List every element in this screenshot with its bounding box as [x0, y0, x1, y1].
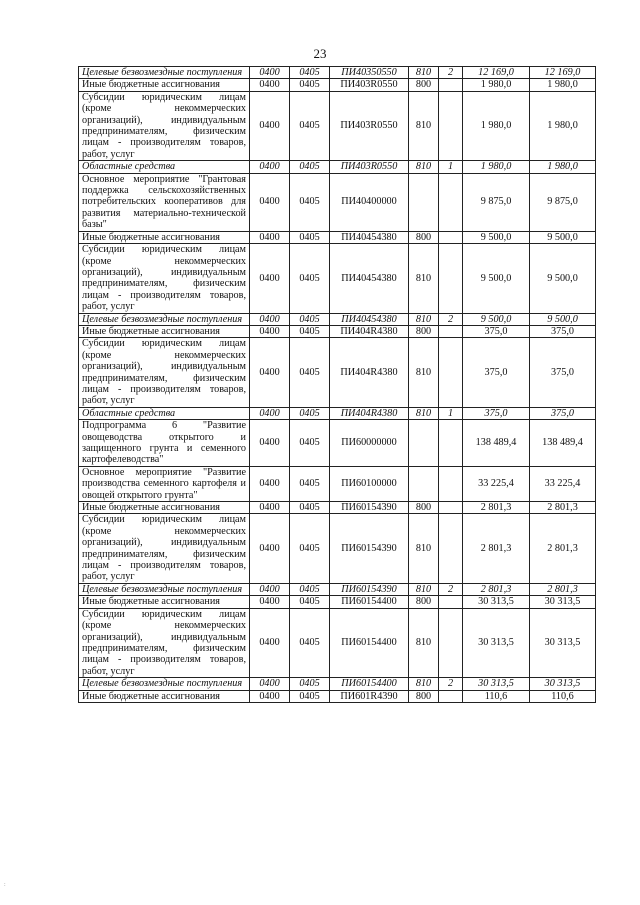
amount-year-1-cell: 375,0	[463, 325, 530, 337]
amount-year-1-cell: 1 980,0	[463, 161, 530, 173]
section-code-cell: 0400	[250, 67, 290, 79]
subsection-code-cell: 0405	[290, 173, 330, 231]
table-row	[79, 244, 596, 313]
item-name-cell: Иные бюджетные ассигнования	[79, 596, 250, 608]
funding-source-cell	[439, 608, 463, 677]
item-name-cell: Основное мероприятие "Развитие производства семенного картофеля и овощей открытого грунта"	[79, 466, 250, 501]
amount-year-1-cell: 33 225,4	[463, 466, 530, 501]
funding-source-cell	[439, 173, 463, 231]
amount-year-2-cell: 30 313,5	[530, 608, 596, 677]
item-name-cell: Субсидии юридическим лицам (кроме некоммерческих организаций), индивидуальным предпринимателям, физическим лицам - производителям товаров, работ, услуг	[79, 608, 250, 677]
amount-year-2-cell: 9 500,0	[530, 244, 596, 313]
subsection-code-cell: 0405	[290, 231, 330, 243]
amount-year-1-cell: 9 500,0	[463, 231, 530, 243]
target-article-cell: ПИ601R4390	[330, 690, 409, 702]
amount-year-1-cell: 2 801,3	[463, 583, 530, 595]
section-code-cell: 0400	[250, 338, 290, 407]
subsection-code-cell: 0405	[290, 407, 330, 419]
amount-year-1-cell: 12 169,0	[463, 67, 530, 79]
amount-year-2-cell: 30 313,5	[530, 678, 596, 690]
target-article-cell: ПИ403R0550	[330, 79, 409, 91]
amount-year-1-cell: 9 500,0	[463, 244, 530, 313]
target-article-cell: ПИ404R4380	[330, 407, 409, 419]
amount-year-1-cell: 9 500,0	[463, 313, 530, 325]
amount-year-1-cell: 9 875,0	[463, 173, 530, 231]
expense-type-cell	[409, 466, 439, 501]
amount-year-1-cell: 30 313,5	[463, 608, 530, 677]
amount-year-2-cell: 375,0	[530, 338, 596, 407]
funding-source-cell: 2	[439, 678, 463, 690]
page-number: 23	[313, 46, 327, 61]
expense-type-cell: 810	[409, 161, 439, 173]
item-name-cell: Субсидии юридическим лицам (кроме некоммерческих организаций), индивидуальным предпринимателям, физическим лицам - производителям товаров, работ, услуг	[79, 338, 250, 407]
target-article-cell: ПИ403R0550	[330, 161, 409, 173]
expense-type-cell: 810	[409, 514, 439, 583]
target-article-cell: ПИ404R4380	[330, 325, 409, 337]
section-code-cell: 0400	[250, 466, 290, 501]
subsection-code-cell: 0405	[290, 244, 330, 313]
amount-year-2-cell: 33 225,4	[530, 466, 596, 501]
amount-year-1-cell: 2 801,3	[463, 502, 530, 514]
section-code-cell: 0400	[250, 608, 290, 677]
amount-year-2-cell: 1 980,0	[530, 161, 596, 173]
section-code-cell: 0400	[250, 79, 290, 91]
funding-source-cell: 2	[439, 313, 463, 325]
amount-year-1-cell: 1 980,0	[463, 91, 530, 160]
item-name-cell: Иные бюджетные ассигнования	[79, 325, 250, 337]
amount-year-1-cell: 30 313,5	[463, 596, 530, 608]
amount-year-2-cell: 2 801,3	[530, 514, 596, 583]
expense-type-cell: 810	[409, 407, 439, 419]
expense-type-cell: 800	[409, 690, 439, 702]
item-name-cell: Целевые безвозмездные поступления	[79, 67, 250, 79]
amount-year-2-cell: 2 801,3	[530, 583, 596, 595]
subsection-code-cell: 0405	[290, 596, 330, 608]
funding-source-cell	[439, 325, 463, 337]
item-name-cell: Иные бюджетные ассигнования	[79, 79, 250, 91]
expense-type-cell: 810	[409, 244, 439, 313]
section-code-cell: 0400	[250, 161, 290, 173]
table-row	[79, 502, 596, 514]
subsection-code-cell: 0405	[290, 161, 330, 173]
amount-year-1-cell: 2 801,3	[463, 514, 530, 583]
amount-year-2-cell: 375,0	[530, 407, 596, 419]
section-code-cell: 0400	[250, 420, 290, 467]
expense-type-cell: 800	[409, 79, 439, 91]
table-row	[79, 325, 596, 337]
funding-source-cell	[439, 244, 463, 313]
amount-year-2-cell: 1 980,0	[530, 91, 596, 160]
section-code-cell: 0400	[250, 690, 290, 702]
target-article-cell: ПИ40400000	[330, 173, 409, 231]
section-code-cell: 0400	[250, 678, 290, 690]
expense-type-cell: 810	[409, 313, 439, 325]
item-name-cell: Областные средства	[79, 407, 250, 419]
amount-year-1-cell: 138 489,4	[463, 420, 530, 467]
amount-year-2-cell: 1 980,0	[530, 79, 596, 91]
table-row	[79, 608, 596, 677]
section-code-cell: 0400	[250, 596, 290, 608]
table-row	[79, 514, 596, 583]
section-code-cell: 0400	[250, 173, 290, 231]
table-row	[79, 690, 596, 702]
table-row	[79, 91, 596, 160]
target-article-cell: ПИ60154400	[330, 608, 409, 677]
target-article-cell: ПИ40454380	[330, 244, 409, 313]
amount-year-2-cell: 9 500,0	[530, 313, 596, 325]
scan-mark: :	[4, 882, 6, 888]
funding-source-cell	[439, 514, 463, 583]
funding-source-cell: 1	[439, 161, 463, 173]
funding-source-cell	[439, 231, 463, 243]
funding-source-cell	[439, 502, 463, 514]
item-name-cell: Субсидии юридическим лицам (кроме некоммерческих организаций), индивидуальным предпринимателям, физическим лицам - производителям товаров, работ, услуг	[79, 91, 250, 160]
table-row	[79, 583, 596, 595]
funding-source-cell: 2	[439, 67, 463, 79]
item-name-cell: Подпрограмма 6 "Развитие овощеводства открытого и защищенного грунта и семенного картофелеводства"	[79, 420, 250, 467]
amount-year-1-cell: 375,0	[463, 407, 530, 419]
table-row	[79, 596, 596, 608]
target-article-cell: ПИ60154400	[330, 596, 409, 608]
budget-table	[78, 66, 596, 703]
table-row	[79, 173, 596, 231]
section-code-cell: 0400	[250, 583, 290, 595]
subsection-code-cell: 0405	[290, 608, 330, 677]
subsection-code-cell: 0405	[290, 690, 330, 702]
target-article-cell: ПИ40350550	[330, 67, 409, 79]
funding-source-cell	[439, 596, 463, 608]
expense-type-cell: 800	[409, 231, 439, 243]
expense-type-cell: 810	[409, 338, 439, 407]
expense-type-cell: 800	[409, 502, 439, 514]
subsection-code-cell: 0405	[290, 79, 330, 91]
amount-year-2-cell: 110,6	[530, 690, 596, 702]
table-row	[79, 678, 596, 690]
item-name-cell: Иные бюджетные ассигнования	[79, 502, 250, 514]
subsection-code-cell: 0405	[290, 583, 330, 595]
section-code-cell: 0400	[250, 313, 290, 325]
item-name-cell: Основное мероприятие "Грантовая поддержка сельскохозяйственных потребительских кооперативов для развития материально-технической базы"	[79, 173, 250, 231]
section-code-cell: 0400	[250, 231, 290, 243]
item-name-cell: Субсидии юридическим лицам (кроме некоммерческих организаций), индивидуальным предпринимателям, физическим лицам - производителям товаров, работ, услуг	[79, 244, 250, 313]
target-article-cell: ПИ60000000	[330, 420, 409, 467]
expense-type-cell: 810	[409, 608, 439, 677]
subsection-code-cell: 0405	[290, 420, 330, 467]
funding-source-cell: 1	[439, 407, 463, 419]
table-row	[79, 79, 596, 91]
table-row	[79, 466, 596, 501]
table-row	[79, 313, 596, 325]
subsection-code-cell: 0405	[290, 338, 330, 407]
expense-type-cell: 810	[409, 678, 439, 690]
subsection-code-cell: 0405	[290, 466, 330, 501]
section-code-cell: 0400	[250, 91, 290, 160]
section-code-cell: 0400	[250, 407, 290, 419]
amount-year-2-cell: 9 500,0	[530, 231, 596, 243]
amount-year-1-cell: 110,6	[463, 690, 530, 702]
subsection-code-cell: 0405	[290, 313, 330, 325]
funding-source-cell	[439, 690, 463, 702]
subsection-code-cell: 0405	[290, 325, 330, 337]
amount-year-2-cell: 9 875,0	[530, 173, 596, 231]
item-name-cell: Иные бюджетные ассигнования	[79, 690, 250, 702]
item-name-cell: Областные средства	[79, 161, 250, 173]
amount-year-2-cell: 30 313,5	[530, 596, 596, 608]
amount-year-2-cell: 2 801,3	[530, 502, 596, 514]
amount-year-2-cell: 12 169,0	[530, 67, 596, 79]
item-name-cell: Субсидии юридическим лицам (кроме некоммерческих организаций), индивидуальным предпринимателям, физическим лицам - производителям товаров, работ, услуг	[79, 514, 250, 583]
table-row	[79, 161, 596, 173]
amount-year-1-cell: 375,0	[463, 338, 530, 407]
funding-source-cell	[439, 466, 463, 501]
expense-type-cell: 810	[409, 583, 439, 595]
expense-type-cell: 800	[409, 325, 439, 337]
funding-source-cell	[439, 91, 463, 160]
subsection-code-cell: 0405	[290, 678, 330, 690]
target-article-cell: ПИ404R4380	[330, 338, 409, 407]
item-name-cell: Целевые безвозмездные поступления	[79, 583, 250, 595]
subsection-code-cell: 0405	[290, 67, 330, 79]
target-article-cell: ПИ40454380	[330, 313, 409, 325]
expense-type-cell	[409, 173, 439, 231]
funding-source-cell: 2	[439, 583, 463, 595]
section-code-cell: 0400	[250, 325, 290, 337]
target-article-cell: ПИ40454380	[330, 231, 409, 243]
section-code-cell: 0400	[250, 244, 290, 313]
table-row	[79, 407, 596, 419]
amount-year-1-cell: 30 313,5	[463, 678, 530, 690]
target-article-cell: ПИ60154390	[330, 583, 409, 595]
expense-type-cell: 800	[409, 596, 439, 608]
table-row	[79, 231, 596, 243]
expense-type-cell: 810	[409, 67, 439, 79]
funding-source-cell	[439, 338, 463, 407]
subsection-code-cell: 0405	[290, 91, 330, 160]
target-article-cell: ПИ60154400	[330, 678, 409, 690]
item-name-cell: Целевые безвозмездные поступления	[79, 313, 250, 325]
section-code-cell: 0400	[250, 514, 290, 583]
budget-table-body	[79, 67, 596, 703]
funding-source-cell	[439, 420, 463, 467]
target-article-cell: ПИ403R0550	[330, 91, 409, 160]
subsection-code-cell: 0405	[290, 514, 330, 583]
amount-year-2-cell: 138 489,4	[530, 420, 596, 467]
item-name-cell: Целевые безвозмездные поступления	[79, 678, 250, 690]
table-row	[79, 338, 596, 407]
expense-type-cell	[409, 420, 439, 467]
section-code-cell: 0400	[250, 502, 290, 514]
funding-source-cell	[439, 79, 463, 91]
item-name-cell: Иные бюджетные ассигнования	[79, 231, 250, 243]
amount-year-2-cell: 375,0	[530, 325, 596, 337]
target-article-cell: ПИ60154390	[330, 502, 409, 514]
amount-year-1-cell: 1 980,0	[463, 79, 530, 91]
expense-type-cell: 810	[409, 91, 439, 160]
target-article-cell: ПИ60100000	[330, 466, 409, 501]
target-article-cell: ПИ60154390	[330, 514, 409, 583]
table-row	[79, 420, 596, 467]
subsection-code-cell: 0405	[290, 502, 330, 514]
table-row	[79, 67, 596, 79]
